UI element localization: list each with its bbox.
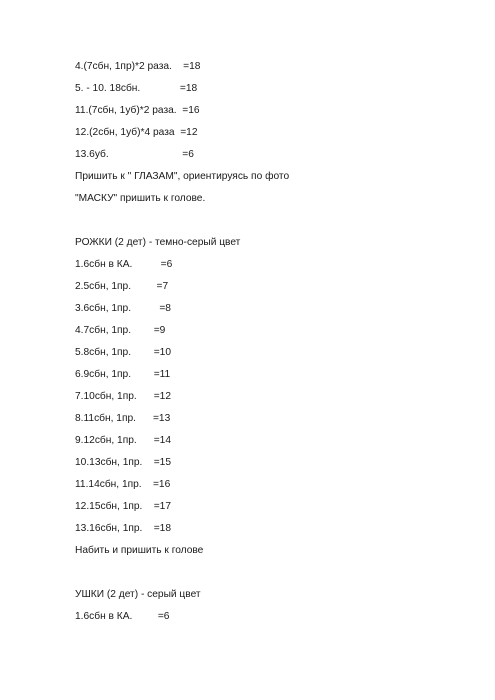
text-line: 12.15сбн, 1пр. =17 bbox=[75, 501, 171, 512]
text-line: 5.8сбн, 1пр. =10 bbox=[75, 347, 171, 358]
text-line: 6.9сбн, 1пр. =11 bbox=[75, 369, 171, 380]
text-line: 5. - 10. 18сбн. =18 bbox=[75, 83, 198, 94]
text-line: 1.6сбн в КА. =6 bbox=[75, 611, 170, 622]
text-line: 2.5сбн, 1пр. =7 bbox=[75, 281, 169, 292]
text-line: 13.6уб. =6 bbox=[75, 149, 194, 160]
text-line: 4.7сбн, 1пр. =9 bbox=[75, 325, 166, 336]
text-line: "МАСКУ" пришить к голове. bbox=[75, 193, 206, 204]
text-line: 11.14сбн, 1пр. =16 bbox=[75, 479, 171, 490]
text-line: 9.12сбн, 1пр. =14 bbox=[75, 435, 171, 446]
text-line: 10.13сбн, 1пр. =15 bbox=[75, 457, 171, 468]
text-line: Пришить к " ГЛАЗАМ", ориентируясь по фото bbox=[75, 171, 290, 182]
text-line: 8.11сбн, 1пр. =13 bbox=[75, 413, 171, 424]
text-line: Набить и пришить к голове bbox=[75, 545, 204, 556]
text-line: 3.6сбн, 1пр. =8 bbox=[75, 303, 171, 314]
text-line: 11.(7сбн, 1уб)*2 раза. =16 bbox=[75, 105, 200, 116]
text-line: 12.(2сбн, 1уб)*4 раза =12 bbox=[75, 127, 198, 138]
text-line: 1.6сбн в КА. =6 bbox=[75, 259, 173, 270]
text-line: 4.(7сбн, 1пр)*2 раза. =18 bbox=[75, 61, 201, 72]
text-line: 13.16сбн, 1пр. =18 bbox=[75, 523, 171, 534]
section-heading: РОЖКИ (2 дет) - темно-серый цвет bbox=[75, 237, 241, 248]
text-line: 7.10сбн, 1пр. =12 bbox=[75, 391, 171, 402]
section-heading: УШКИ (2 дет) - серый цвет bbox=[75, 589, 201, 600]
